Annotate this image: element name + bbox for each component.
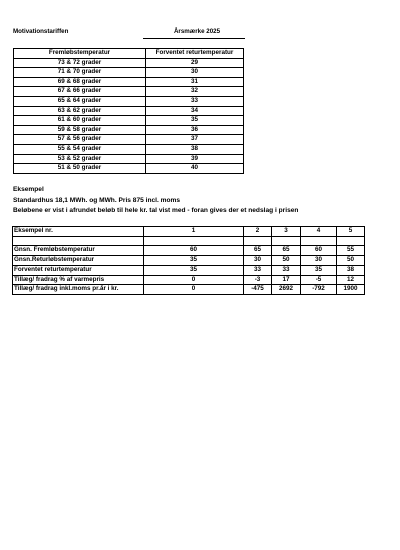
example-note: Beløbene er vist i afrundet beløb til hele kr. tal vist med - foran gives der et nedslag i prisen — [13, 207, 299, 214]
temperature-row — [14, 144, 244, 154]
return-temperature-cell: 36 — [146, 125, 244, 135]
example-value-cell: 30 — [301, 256, 337, 266]
example-number-cell: 4 — [301, 227, 337, 237]
supply-temperature-cell: 55 & 54 grader — [14, 144, 146, 154]
example-value-cell: 30 — [244, 256, 272, 266]
example-value-cell: 38 — [337, 265, 365, 275]
example-value-cell: 0 — [144, 275, 244, 285]
temperature-row — [14, 164, 244, 174]
example-value-cell: 17 — [272, 275, 301, 285]
temperature-row — [14, 135, 244, 145]
example-value-cell: 50 — [337, 256, 365, 266]
temperature-row — [14, 96, 244, 106]
example-value-cell: 35 — [144, 265, 244, 275]
supply-temperature-header: Fremløbstemperatur — [14, 49, 146, 59]
example-value-cell: -3 — [244, 275, 272, 285]
example-number-cell: 5 — [337, 227, 365, 237]
example-row-label: Gnsn.Returløbstemperatur — [13, 256, 144, 266]
temperature-row — [14, 68, 244, 78]
empty-cell — [13, 236, 144, 246]
example-heading: Eksempel — [13, 186, 44, 193]
return-temperature-cell: 33 — [146, 96, 244, 106]
return-temperature-cell: 31 — [146, 77, 244, 87]
supply-temperature-cell: 73 & 72 grader — [14, 58, 146, 68]
return-temperature-cell: 34 — [146, 106, 244, 116]
temperature-table-body — [14, 58, 244, 173]
example-number-cell: 3 — [272, 227, 301, 237]
return-temperature-cell: 32 — [146, 87, 244, 97]
supply-temperature-cell: 69 & 68 grader — [14, 77, 146, 87]
example-table — [12, 226, 365, 295]
supply-temperature-cell: 63 & 62 grader — [14, 106, 146, 116]
example-value-cell: -475 — [244, 285, 272, 295]
temperature-row — [14, 116, 244, 126]
example-value-cell: 1900 — [337, 285, 365, 295]
example-row-label: Tillæg/ fradrag inkl.moms pr.år i kr. — [13, 285, 144, 295]
temperature-table-header — [14, 49, 244, 59]
empty-cell — [272, 236, 301, 246]
document-subtitle: Årsmærke 2025 — [173, 28, 221, 35]
supply-temperature-cell: 71 & 70 grader — [14, 68, 146, 78]
example-value-cell: 65 — [272, 246, 301, 256]
example-value-cell: -5 — [301, 275, 337, 285]
return-temperature-cell: 29 — [146, 58, 244, 68]
temperature-row — [14, 77, 244, 87]
temperature-row — [14, 87, 244, 97]
example-data-row — [13, 256, 365, 266]
example-value-cell: 12 — [337, 275, 365, 285]
return-temperature-cell: 35 — [146, 116, 244, 126]
example-value-cell: 33 — [272, 265, 301, 275]
example-value-cell: 55 — [337, 246, 365, 256]
return-temperature-header: Forventet returtemperatur — [146, 49, 244, 59]
subtitle-underline — [143, 38, 245, 39]
example-row-label: Tillæg/ fradrag % af varmepris — [13, 275, 144, 285]
example-data-row — [13, 275, 365, 285]
supply-temperature-cell: 61 & 60 grader — [14, 116, 146, 126]
supply-temperature-cell: 65 & 64 grader — [14, 96, 146, 106]
document-title: Motivationstariffen — [13, 28, 69, 35]
example-value-cell: 60 — [144, 246, 244, 256]
temperature-row — [14, 106, 244, 116]
supply-temperature-cell: 57 & 56 grader — [14, 135, 146, 145]
example-value-cell: 0 — [144, 285, 244, 295]
example-value-cell: 65 — [244, 246, 272, 256]
example-row-label: Forventet returtemperatur — [13, 265, 144, 275]
example-number-label: Eksempel nr. — [13, 227, 144, 237]
supply-temperature-cell: 67 & 66 grader — [14, 87, 146, 97]
example-number-cell: 2 — [244, 227, 272, 237]
example-value-cell: 35 — [301, 265, 337, 275]
empty-cell — [337, 236, 365, 246]
example-data-row — [13, 285, 365, 295]
supply-temperature-cell: 53 & 52 grader — [14, 154, 146, 164]
example-value-cell: 35 — [144, 256, 244, 266]
example-table-body — [13, 227, 365, 295]
supply-temperature-cell: 59 & 58 grader — [14, 125, 146, 135]
example-value-cell: 60 — [301, 246, 337, 256]
temperature-table — [13, 48, 244, 174]
temperature-row — [14, 58, 244, 68]
example-data-row — [13, 265, 365, 275]
supply-temperature-cell: 51 & 50 grader — [14, 164, 146, 174]
empty-cell — [144, 236, 244, 246]
return-temperature-cell: 37 — [146, 135, 244, 145]
temperature-row — [14, 125, 244, 135]
example-header-row — [13, 227, 365, 237]
example-row-label: Gnsn. Fremløbstemperatur — [13, 246, 144, 256]
example-spacer-row — [13, 236, 365, 246]
example-value-cell: 2692 — [272, 285, 301, 295]
example-value-cell: -792 — [301, 285, 337, 295]
return-temperature-cell: 38 — [146, 144, 244, 154]
temperature-row — [14, 154, 244, 164]
empty-cell — [301, 236, 337, 246]
example-number-cell: 1 — [144, 227, 244, 237]
return-temperature-cell: 40 — [146, 164, 244, 174]
return-temperature-cell: 39 — [146, 154, 244, 164]
empty-cell — [244, 236, 272, 246]
example-description: Standardhus 18,1 MWh. og MWh. Pris 875 incl. moms — [13, 197, 181, 204]
return-temperature-cell: 30 — [146, 68, 244, 78]
example-value-cell: 50 — [272, 256, 301, 266]
example-data-row — [13, 246, 365, 256]
example-value-cell: 33 — [244, 265, 272, 275]
